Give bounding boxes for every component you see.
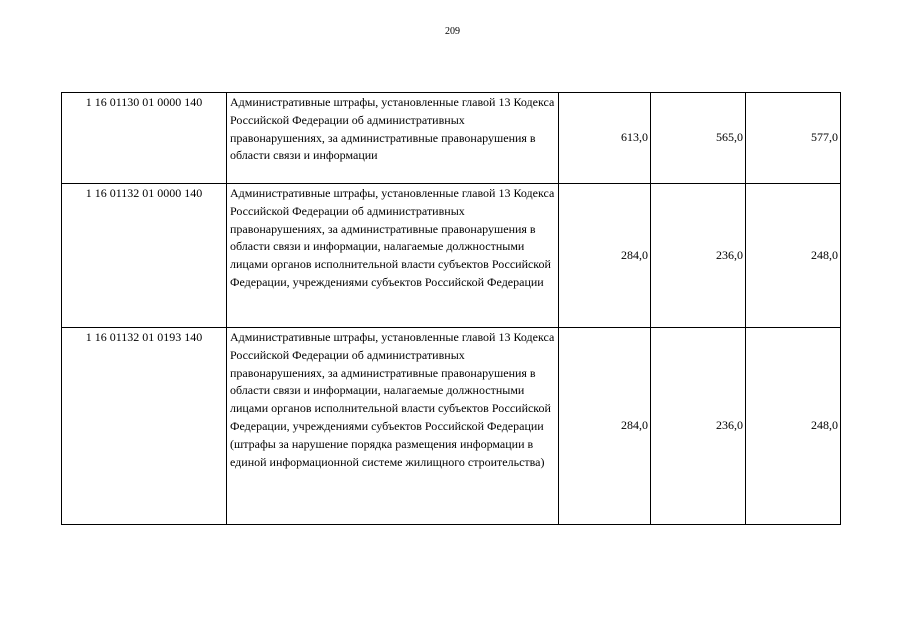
amount-cell-year-2: 236,0: [651, 328, 746, 525]
revenue-table: [61, 92, 841, 525]
description-cell: Административные штрафы, установленные главой 13 Кодекса Российской Федерации об административных правонарушениях, за административные правонарушения в области связи и информации, налагаемые должностными лицами органов исполнительной власти субъектов Российской Федерации, учреждениями субъектов Российской Федерации: [227, 184, 559, 328]
amount-cell-year-3: 248,0: [746, 184, 841, 328]
budget-code-cell: 1 16 01132 01 0000 140: [62, 184, 227, 328]
amount-cell-year-1: 284,0: [559, 328, 651, 525]
budget-code-cell: 1 16 01130 01 0000 140: [62, 93, 227, 184]
amount-cell-year-1: 613,0: [559, 93, 651, 184]
budget-code-cell: 1 16 01132 01 0193 140: [62, 328, 227, 525]
amount-cell-year-3: 248,0: [746, 328, 841, 525]
amount-cell-year-3: 577,0: [746, 93, 841, 184]
amount-cell-year-2: 236,0: [651, 184, 746, 328]
description-cell: Административные штрафы, установленные главой 13 Кодекса Российской Федерации об административных правонарушениях, за административные правонарушения в области связи и информации: [227, 93, 559, 184]
table-row: [62, 328, 841, 525]
page-number: 209: [445, 26, 460, 37]
table-row: [62, 93, 841, 184]
table-row: [62, 184, 841, 328]
amount-cell-year-2: 565,0: [651, 93, 746, 184]
amount-cell-year-1: 284,0: [559, 184, 651, 328]
description-cell: Административные штрафы, установленные главой 13 Кодекса Российской Федерации об административных правонарушениях, за административные правонарушения в области связи и информации, налагаемые должностными лицами органов исполнительной власти субъектов Российской Федерации, учреждениями субъектов Российской Федерации (штрафы за нарушение порядка размещения информации в единой информационной системе жилищного строительства): [227, 328, 559, 525]
